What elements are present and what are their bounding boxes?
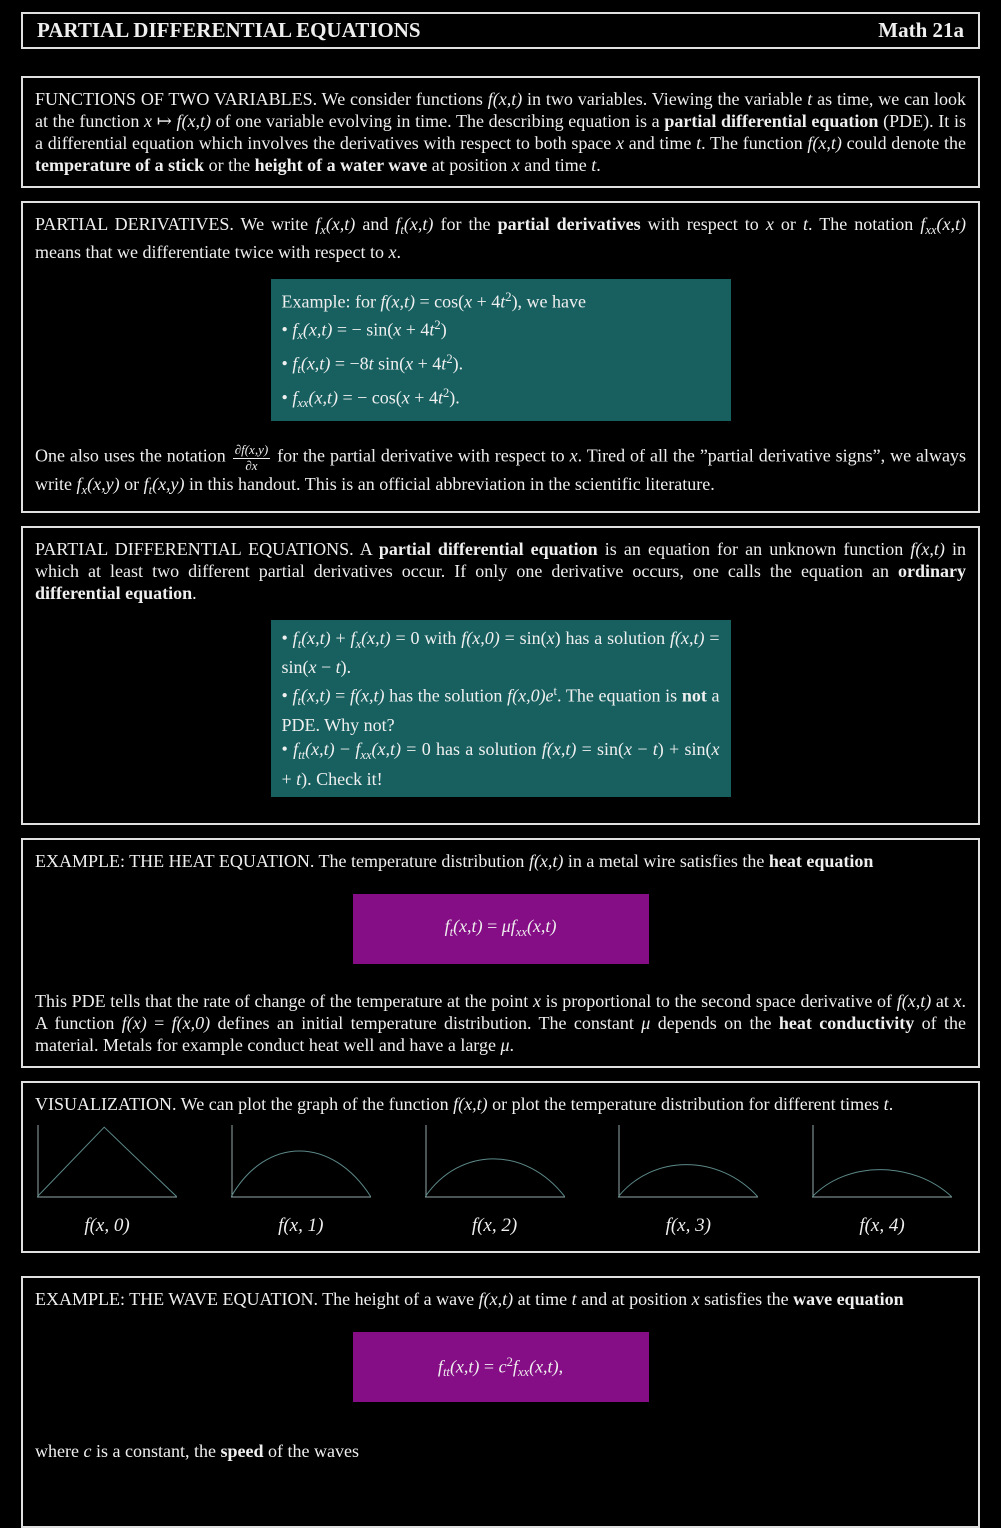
section-functions-of-two-variables [21,76,980,188]
section-partial-differential-equations [21,526,980,826]
plot-label: f(x, 1) [278,1215,324,1237]
example-line: Example: for $f(x,t) = \cos(x + 4t^2)$, we have [281,289,587,312]
header [21,12,980,49]
wave-tail-paragraph: where c is a constant, the speed of the waves [35,1441,359,1462]
mini-plot-4 [812,1125,952,1237]
plot-label: f(x, 2) [471,1215,518,1237]
example-line: • $f_t(x,t) + f_x(x,t) = 0$ with f(x,0) = sin(x) has a solution f(x,t) = sin(x − t). [281,627,720,678]
pde-example-box [271,620,731,798]
visualization-paragraph: VISUALIZATION. We can plot the graph of the function f(x,t) or plot the temperature distribution for different times t. [35,1094,894,1115]
functions-paragraph: FUNCTIONS OF TWO VARIABLES. We consider functions f(x,t) in two variables. Viewing the variable t as time, we can look at the function x ↦ f(x,t) of one variable evolving in time. The describing equation is a partial differential equation (PDE). It is a differential equation which involves the derivatives with respect to both space x and time t. The function f(x,t) could denote the temperature of a stick or the height of a water wave at position x and time t. [35,89,966,175]
notation-paragraph: One also uses the notation $\frac{\partial f(x,y)}{\partial x}$ for the partial derivative with respect to x. Tired of all the ”partial derivative signs”, we always write $f_x(x,y)$ or $f_t(x,y)$ in this handout. This is an official abbreviation in the scientific literature. [35,442,966,497]
mini-plot-2 [425,1125,565,1237]
derivatives-paragraph: PARTIAL DERIVATIVES. We write $f_x(x,t)$ and $f_t(x,t)$ for the partial derivatives with respect to x or t. The notation $f_{xx}(x,t)$ means that we differentiate twice with respect to x. [35,214,966,262]
fraction: $\frac{\partial f(x,y)}{\partial x}$ [234,442,269,473]
wave-equation-box [353,1332,649,1402]
page-title: PARTIAL DIFFERENTIAL EQUATIONS [37,18,421,42]
example-line: • $f_x(x,t)$ = − $\sin(x + 4t^2)$ [281,318,447,343]
mini-plot-1 [231,1125,371,1237]
plot-curve [37,1127,177,1197]
heat-equation-box [353,894,649,964]
plot-canvas [812,1125,952,1199]
pde-paragraph: PARTIAL DIFFERENTIAL EQUATIONS. A partial differential equation is an equation for an unknown function f(x,t) in which at least two different partial derivatives occur. If only one derivative occurs, one calls the equation an ordinary differential equation. [35,538,966,603]
plot-canvas [618,1125,758,1199]
example-line: • $f_t(x,t) = -8t$ $\sin(x + 4t^2)$. [281,352,464,377]
plot-curve [618,1165,758,1197]
heat-explanation-paragraph: This PDE tells that the rate of change of the temperature at the point x is proportional to the second space derivative of f(x,t) at x. A function f(x) = f(x,0) defines an initial temperature distribution. The constant μ depends on the heat conductivity of the material. Metals for example conduct heat well and have a large μ. [35,991,967,1056]
heat-equation: $f_t(x,t) = \mu f_{xx}(x,t)$ [444,916,557,940]
example-line: • $f_t(x,t) = f(x,t)$ has the solution $f(x,0)e^t$. The equation is not a PDE. Why not? [281,684,720,736]
example-line: • $f_{xx}(x,t)$ = − $\cos(x + 4t^2)$. [281,386,460,411]
plot-canvas [425,1125,565,1199]
example-line: • $f_{tt}(x,t) - f_{xx}(x,t) = 0$ has a solution f(x,t) = sin(x − t) + sin(x + t). Check it! [281,739,720,790]
mini-plot-3 [618,1125,758,1237]
mini-plot-0 [37,1125,177,1237]
derivatives-example-box [271,279,731,421]
plot-curve [231,1151,371,1197]
plot-canvas [37,1125,177,1199]
section-partial-derivatives [21,201,980,513]
plot-label: f(x, 4) [859,1215,905,1237]
section-visualization [21,1081,980,1253]
plots-row [35,1121,966,1247]
plot-curve [425,1159,565,1197]
heat-intro-paragraph: EXAMPLE: THE HEAT EQUATION. The temperature distribution f(x,t) in a metal wire satisfies the heat equation [35,851,874,872]
plot-curve [812,1170,952,1197]
course-label: Math 21a [878,18,964,42]
plot-label: f(x, 0) [84,1215,130,1237]
section-heat-equation [21,838,980,1068]
section-wave-equation [21,1276,980,1528]
plot-canvas [231,1125,371,1199]
plot-label: f(x, 3) [665,1215,711,1237]
wave-equation: $f_{tt}(x,t) = c^2f_{xx}(x,t)$, [437,1355,564,1380]
wave-intro-paragraph: EXAMPLE: THE WAVE EQUATION. The height of a wave f(x,t) at time t and at position x satisfies the wave equation [35,1289,904,1310]
